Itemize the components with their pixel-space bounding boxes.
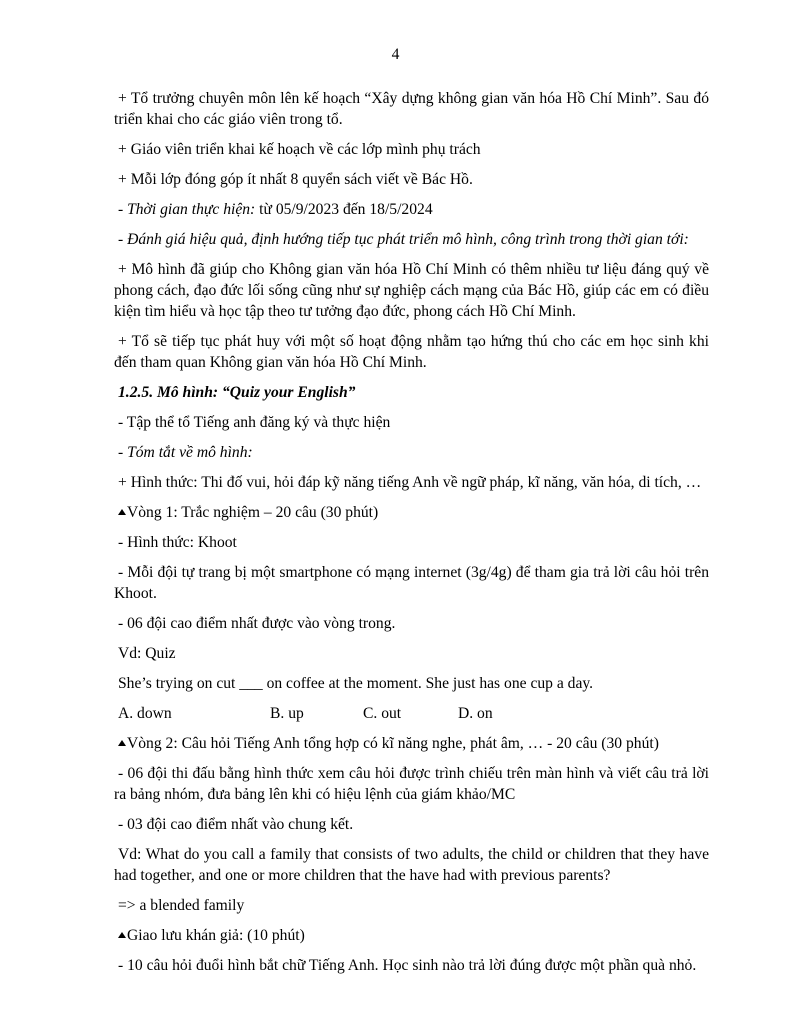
triangle-bullet-icon (118, 932, 126, 938)
paragraph (114, 88, 709, 130)
paragraph: + Mỗi lớp đóng góp ít nhất 8 quyển sách viết về Bác Hồ. (118, 171, 473, 188)
paragraph: + Giáo viên triển khai kế hoạch về các lớp mình phụ trách (118, 141, 481, 158)
paragraph: Vd: Quiz (118, 645, 176, 662)
round-heading (114, 925, 709, 946)
round-heading (114, 733, 709, 754)
label: - Thời gian thực hiện: (118, 201, 256, 218)
paragraph: - Tập thể tổ Tiếng anh đăng ký và thực hiện (118, 414, 391, 431)
section-heading: 1.2.5. Mô hình: “Quiz your English” (118, 384, 356, 401)
paragraph-text: + Tổ trưởng chuyên môn lên kế hoạch “Xây dựng không gian văn hóa Hồ Chí Minh”. Sau đó triển khai cho các giáo viên trong tổ. (114, 90, 709, 128)
round-heading (114, 502, 709, 523)
paragraph: - 06 đội cao điểm nhất được vào vòng trong. (118, 615, 396, 632)
option-d: D. on (458, 705, 493, 722)
option-c: C. out (363, 705, 402, 722)
paragraph: - 06 đội thi đấu bằng hình thức xem câu hỏi được trình chiếu trên màn hình và viết câu trả lời ra bảng nhóm, đưa bảng lên khi có hiệu lệnh của giám khảo/MC (114, 765, 709, 803)
paragraph (114, 199, 709, 220)
option-a: A. down (118, 705, 172, 722)
paragraph: Vd: What do you call a family that consists of two adults, the child or children that they have had together, and one or more children that the have had with previous parents? (114, 846, 709, 884)
round-heading-text: Vòng 2: Câu hỏi Tiếng Anh tổng hợp có kĩ năng nghe, phát âm, … - 20 câu (30 phút) (127, 735, 659, 752)
paragraph: - Mỗi đội tự trang bị một smartphone có mạng internet (3g/4g) để tham gia trả lời câu hỏi trên Khoot. (114, 564, 709, 602)
option-b: B. up (270, 705, 304, 722)
paragraph: + Mô hình đã giúp cho Không gian văn hóa Hồ Chí Minh có thêm nhiều tư liệu đáng quý về phong cách, đạo đức lối sống cũng như sự nghiệp cách mạng của Bác Hồ, giúp các em có điều kiện tìm hiểu và học tập theo tư tưởng đạo đức, phong cách Hồ Chí Minh. (114, 261, 709, 320)
value: từ 05/9/2023 đến 18/5/2024 (255, 201, 433, 218)
document-body (114, 88, 709, 985)
answer-options (118, 703, 709, 724)
paragraph: - 03 đội cao điểm nhất vào chung kết. (118, 816, 354, 833)
round-heading-text: Vòng 1: Trắc nghiệm – 20 câu (30 phút) (127, 504, 379, 521)
paragraph: - Đánh giá hiệu quả, định hướng tiếp tục phát triển mô hình, công trình trong thời gian tới: (118, 231, 689, 248)
paragraph: - 10 câu hỏi đuổi hình bắt chữ Tiếng Anh. Học sinh nào trả lời đúng được một phần quà nhỏ. (118, 957, 697, 974)
paragraph: She’s trying on cut ___ on coffee at the moment. She just has one cup a day. (118, 675, 594, 692)
paragraph: + Hình thức: Thi đố vui, hỏi đáp kỹ năng tiếng Anh về ngữ pháp, kĩ năng, văn hóa, di tích, … (118, 474, 702, 491)
paragraph: + Tổ sẽ tiếp tục phát huy với một số hoạt động nhằm tạo hứng thú cho các em học sinh khi đến tham quan Không gian văn hóa Hồ Chí Minh. (114, 333, 709, 371)
page-number: 4 (391, 46, 400, 63)
paragraph: - Tóm tắt về mô hình: (118, 444, 253, 461)
triangle-bullet-icon (118, 509, 126, 515)
paragraph: => a blended family (118, 897, 245, 914)
paragraph: - Hình thức: Khoot (118, 534, 237, 551)
triangle-bullet-icon (118, 740, 126, 746)
round-heading-text: Giao lưu khán giả: (10 phút) (127, 927, 305, 944)
